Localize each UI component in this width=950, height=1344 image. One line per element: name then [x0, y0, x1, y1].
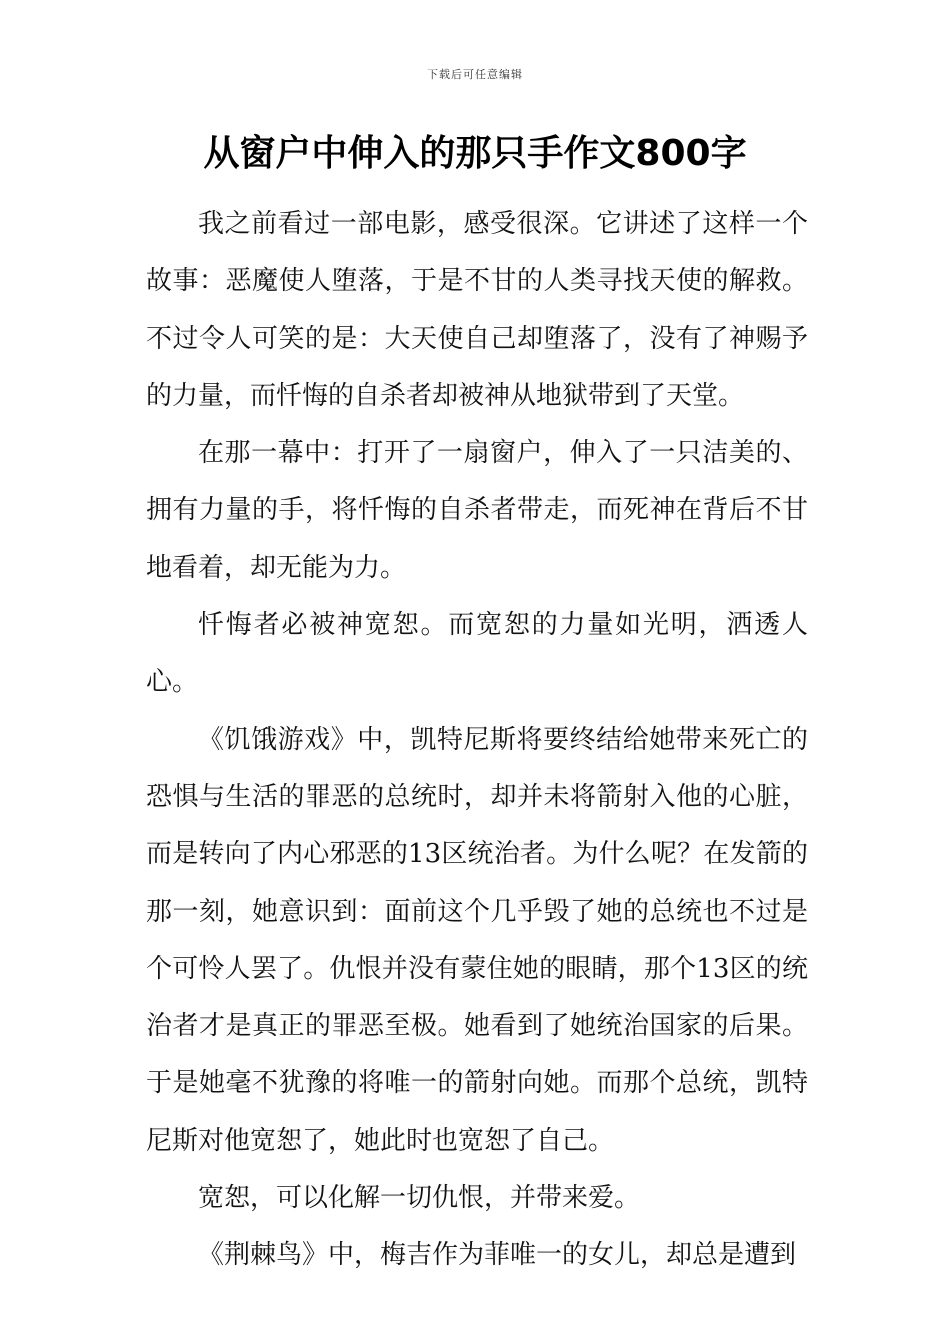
paragraph-2: 在那一幕中：打开了一扇窗户，伸入了一只洁美的、拥有力量的手，将忏悔的自杀者带走，而死神在背后不甘地看着，却无能为力。 — [146, 438, 808, 583]
essay-body — [146, 196, 808, 1285]
paragraph-4: 《饥饿游戏》中，凯特尼斯将要终结给她带来死亡的恐惧与生活的罪恶的总统时，却并未将箭射入他的心脏，而是转向了内心邪恶的13区统治者。为什么呢？在发箭的那一刻，她意识到：面前这个几乎毁了她的总统也不过是个可怜人罢了。仇恨并没有蒙住她的眼睛，那个13区的统治者才是真正的罪恶至极。她看到了她统治国家的后果。于是她毫不犹豫的将唯一的箭射向她。而那个总统，凯特尼斯对他宽恕了，她此时也宽恕了自己。 — [146, 724, 808, 1156]
paragraph-1: 我之前看过一部电影，感受很深。它讲述了这样一个故事：恶魔使人堕落，于是不甘的人类寻找天使的解救。不过令人可笑的是：大天使自己却堕落了，没有了神赐予的力量，而忏悔的自杀者却被神从地狱带到了天堂。 — [146, 209, 808, 411]
paragraph-5: 宽恕，可以化解一切仇恨，并带来爱。 — [198, 1183, 641, 1214]
document-title: 从窗户中伸入的那只手作文800字 — [203, 133, 747, 174]
header-note: 下载后可任意编辑 — [427, 68, 523, 81]
paragraph-6: 《荆棘鸟》中，梅吉作为菲唯一的女儿，却总是遭到 — [198, 1240, 797, 1271]
paragraph-3: 忏悔者必被神宽恕。而宽恕的力量如光明，洒透人心。 — [146, 610, 808, 698]
